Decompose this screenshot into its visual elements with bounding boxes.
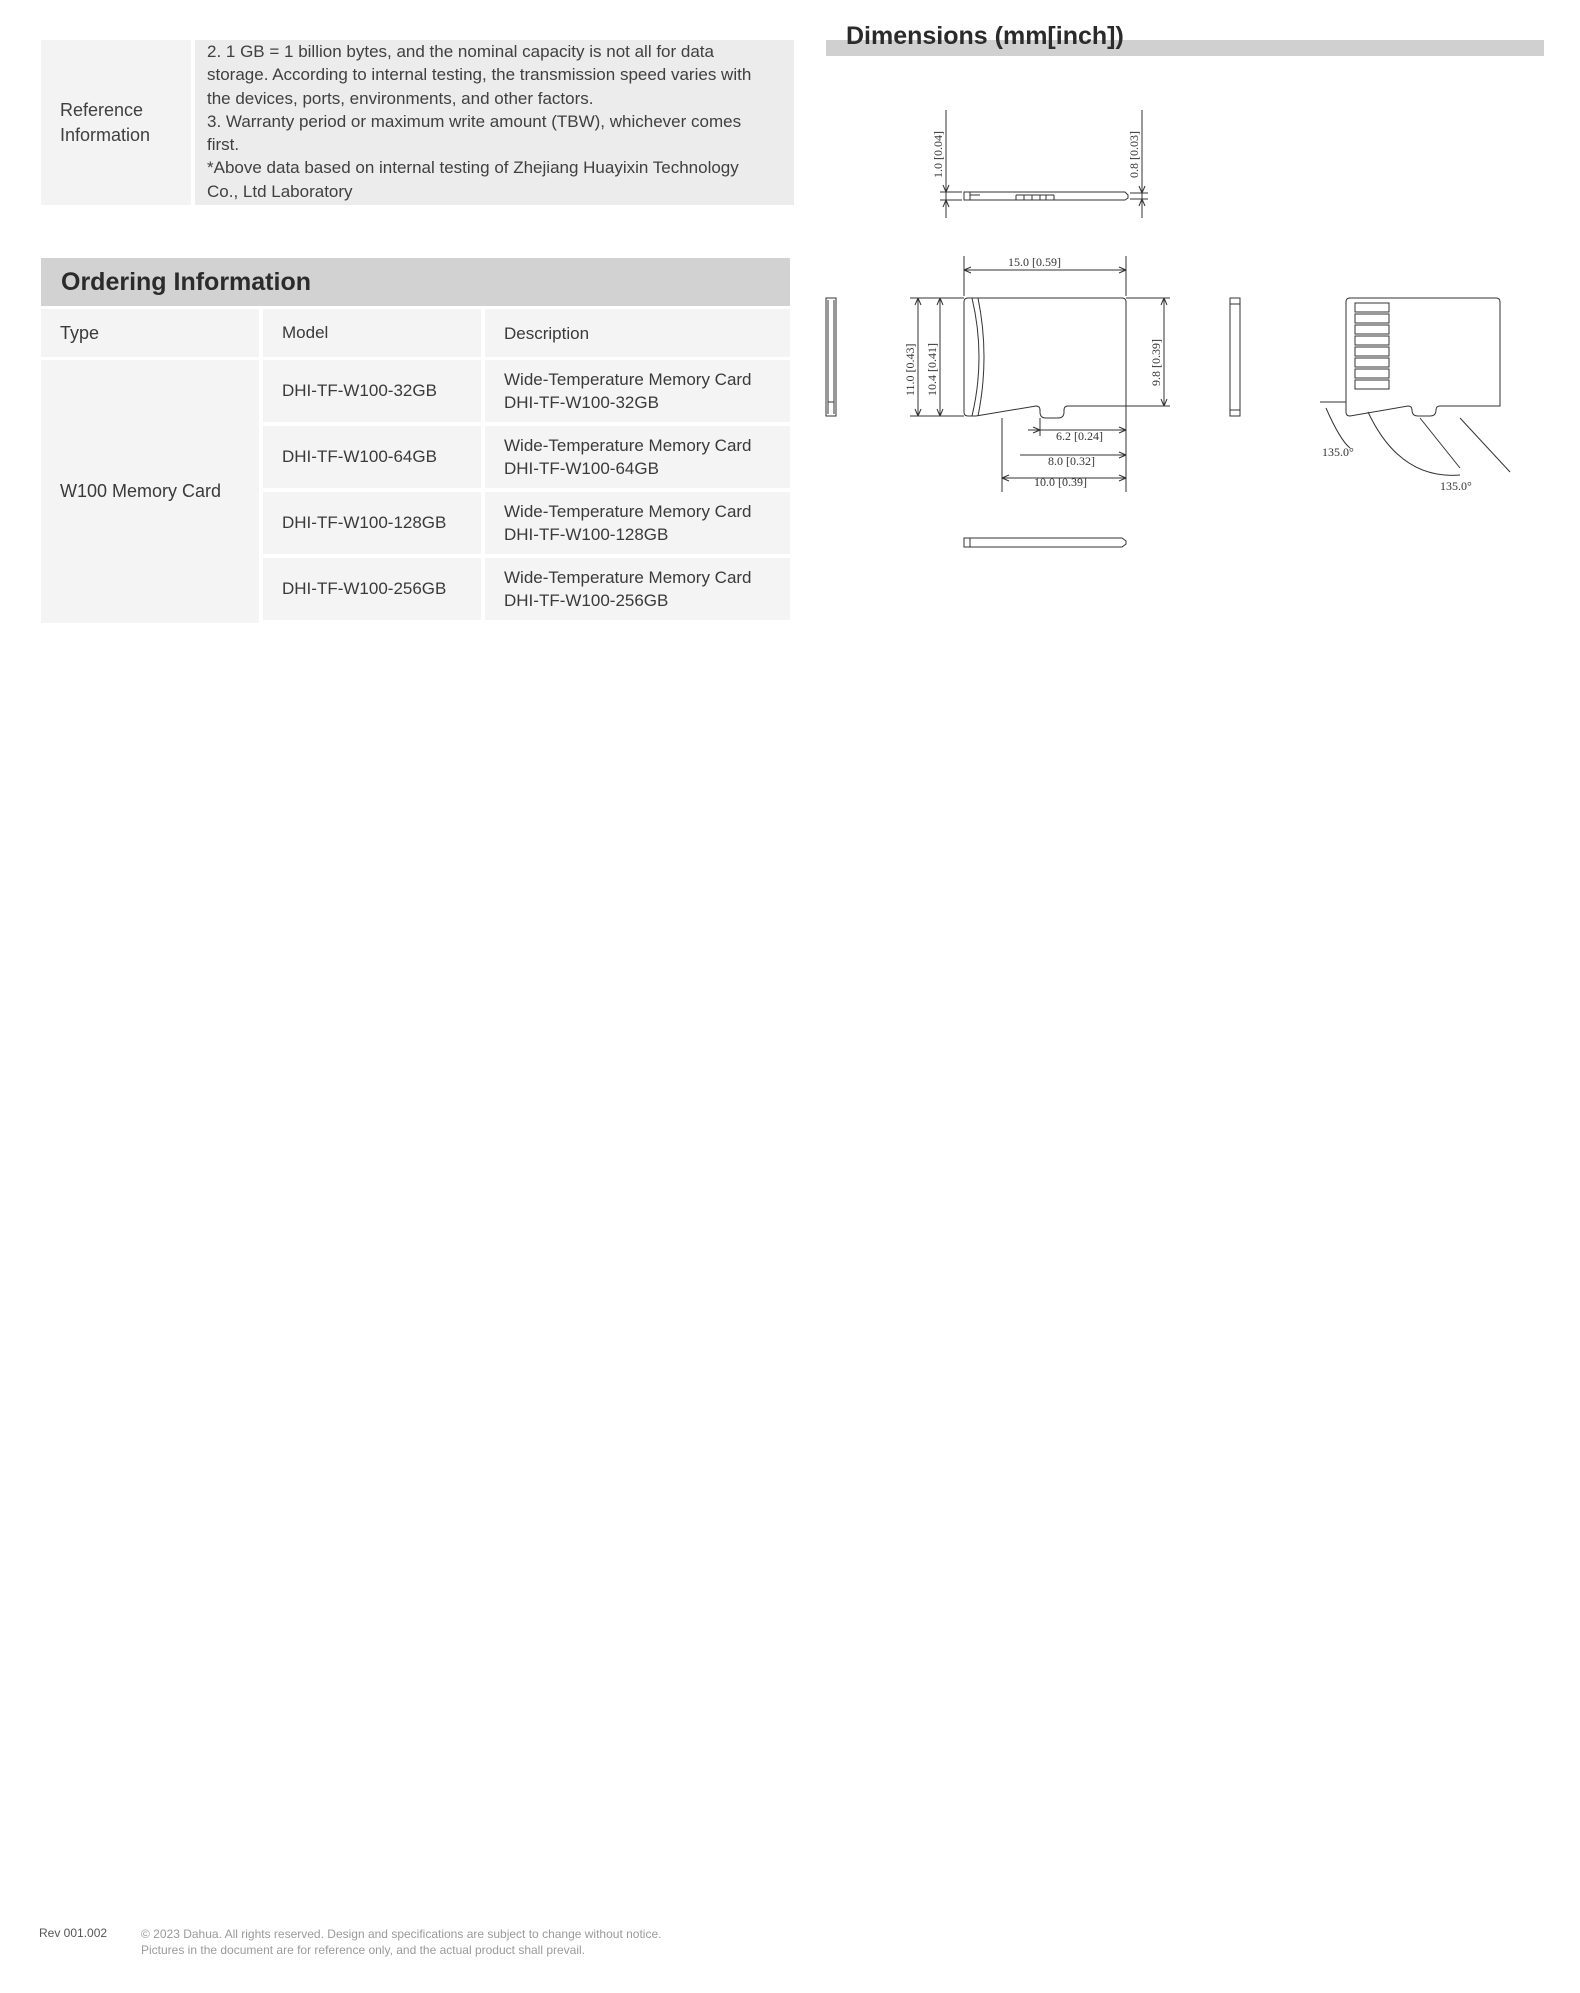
description-line-2: DHI-TF-W100-128GB	[504, 525, 669, 544]
description-cell	[485, 360, 790, 422]
reference-information-table	[41, 40, 794, 205]
description-cell	[485, 492, 790, 554]
notch-label-1: 6.2 [0.24]	[1056, 429, 1103, 443]
dimensions-title: Dimensions (mm[inch])	[846, 22, 1124, 50]
model-cell: DHI-TF-W100-128GB	[263, 492, 481, 554]
description-line-2: DHI-TF-W100-64GB	[504, 459, 659, 478]
description-line-1: Wide-Temperature Memory Card	[504, 502, 752, 521]
model-cell: DHI-TF-W100-32GB	[263, 360, 481, 422]
description-line-1: Wide-Temperature Memory Card	[504, 436, 752, 455]
table-header-row	[41, 309, 790, 357]
thickness-label-2: 0.8 [0.03]	[1127, 131, 1141, 178]
front-view	[910, 256, 1170, 492]
dimension-drawing	[820, 100, 1560, 580]
description-cell	[485, 426, 790, 488]
footer-line-2: Pictures in the document are for reference only, and the actual product shall prevail.	[141, 1943, 586, 1957]
reference-label-line-1: Reference	[60, 99, 144, 120]
footer-copyright	[141, 1926, 661, 1958]
height-label-3: 9.8 [0.39]	[1149, 339, 1163, 386]
angle-label-2: 135.0°	[1440, 479, 1472, 493]
description-line-1: Wide-Temperature Memory Card	[504, 370, 752, 389]
reference-line: the devices, ports, environments, and other factors.	[207, 88, 594, 108]
width-label: 15.0 [0.59]	[1008, 255, 1061, 269]
description-line-2: DHI-TF-W100-32GB	[504, 393, 659, 412]
notch-label-3: 10.0 [0.39]	[1034, 475, 1087, 489]
reference-line: 2. 1 GB = 1 billion bytes, and the nominal capacity is not all for data	[207, 42, 714, 61]
header-description: Description	[485, 309, 790, 357]
table-row	[259, 426, 790, 488]
footer-line-1: © 2023 Dahua. All rights reserved. Design and specifications are subject to change without notice.	[141, 1927, 662, 1941]
table-body	[41, 360, 790, 623]
description-cell	[485, 558, 790, 620]
reference-line: *Above data based on internal testing of Zhejiang Huayixin Technology	[207, 158, 739, 178]
model-cell: DHI-TF-W100-64GB	[263, 426, 481, 488]
side-view-top	[940, 110, 1148, 218]
thickness-label-1: 1.0 [0.04]	[931, 131, 945, 178]
reference-line: Co., Ltd Laboratory	[207, 181, 353, 201]
reference-line: storage. According to internal testing, the transmission speed varies with	[207, 65, 752, 85]
ordering-information-table	[41, 309, 790, 623]
ordering-information-title: Ordering Information	[41, 258, 790, 306]
reference-line: 3. Warranty period or maximum write amount (TBW), whichever comes	[207, 111, 742, 131]
table-row	[259, 492, 790, 554]
table-row	[259, 360, 790, 422]
description-line-1: Wide-Temperature Memory Card	[504, 568, 752, 587]
table-row	[259, 558, 790, 620]
side-view-right	[1230, 298, 1240, 416]
reference-label-line-2: Information	[60, 124, 151, 145]
description-line-2: DHI-TF-W100-256GB	[504, 591, 669, 610]
header-type: Type	[41, 309, 259, 357]
revision-number: Rev 001.002	[39, 1926, 108, 1940]
reference-line: first.	[207, 135, 240, 155]
header-model: Model	[263, 309, 481, 357]
reference-information-text	[195, 40, 794, 205]
side-view-left	[826, 298, 836, 416]
reference-information-label	[41, 40, 191, 205]
notch-label-2: 8.0 [0.32]	[1048, 454, 1095, 468]
bottom-view	[964, 538, 1126, 547]
dimensions-header	[826, 22, 1544, 56]
height-label-2: 10.4 [0.41]	[925, 343, 939, 396]
model-cell: DHI-TF-W100-256GB	[263, 558, 481, 620]
height-label-1: 11.0 [0.43]	[903, 343, 917, 396]
type-cell: W100 Memory Card	[41, 360, 259, 623]
angle-label-1: 135.0°	[1322, 445, 1354, 459]
